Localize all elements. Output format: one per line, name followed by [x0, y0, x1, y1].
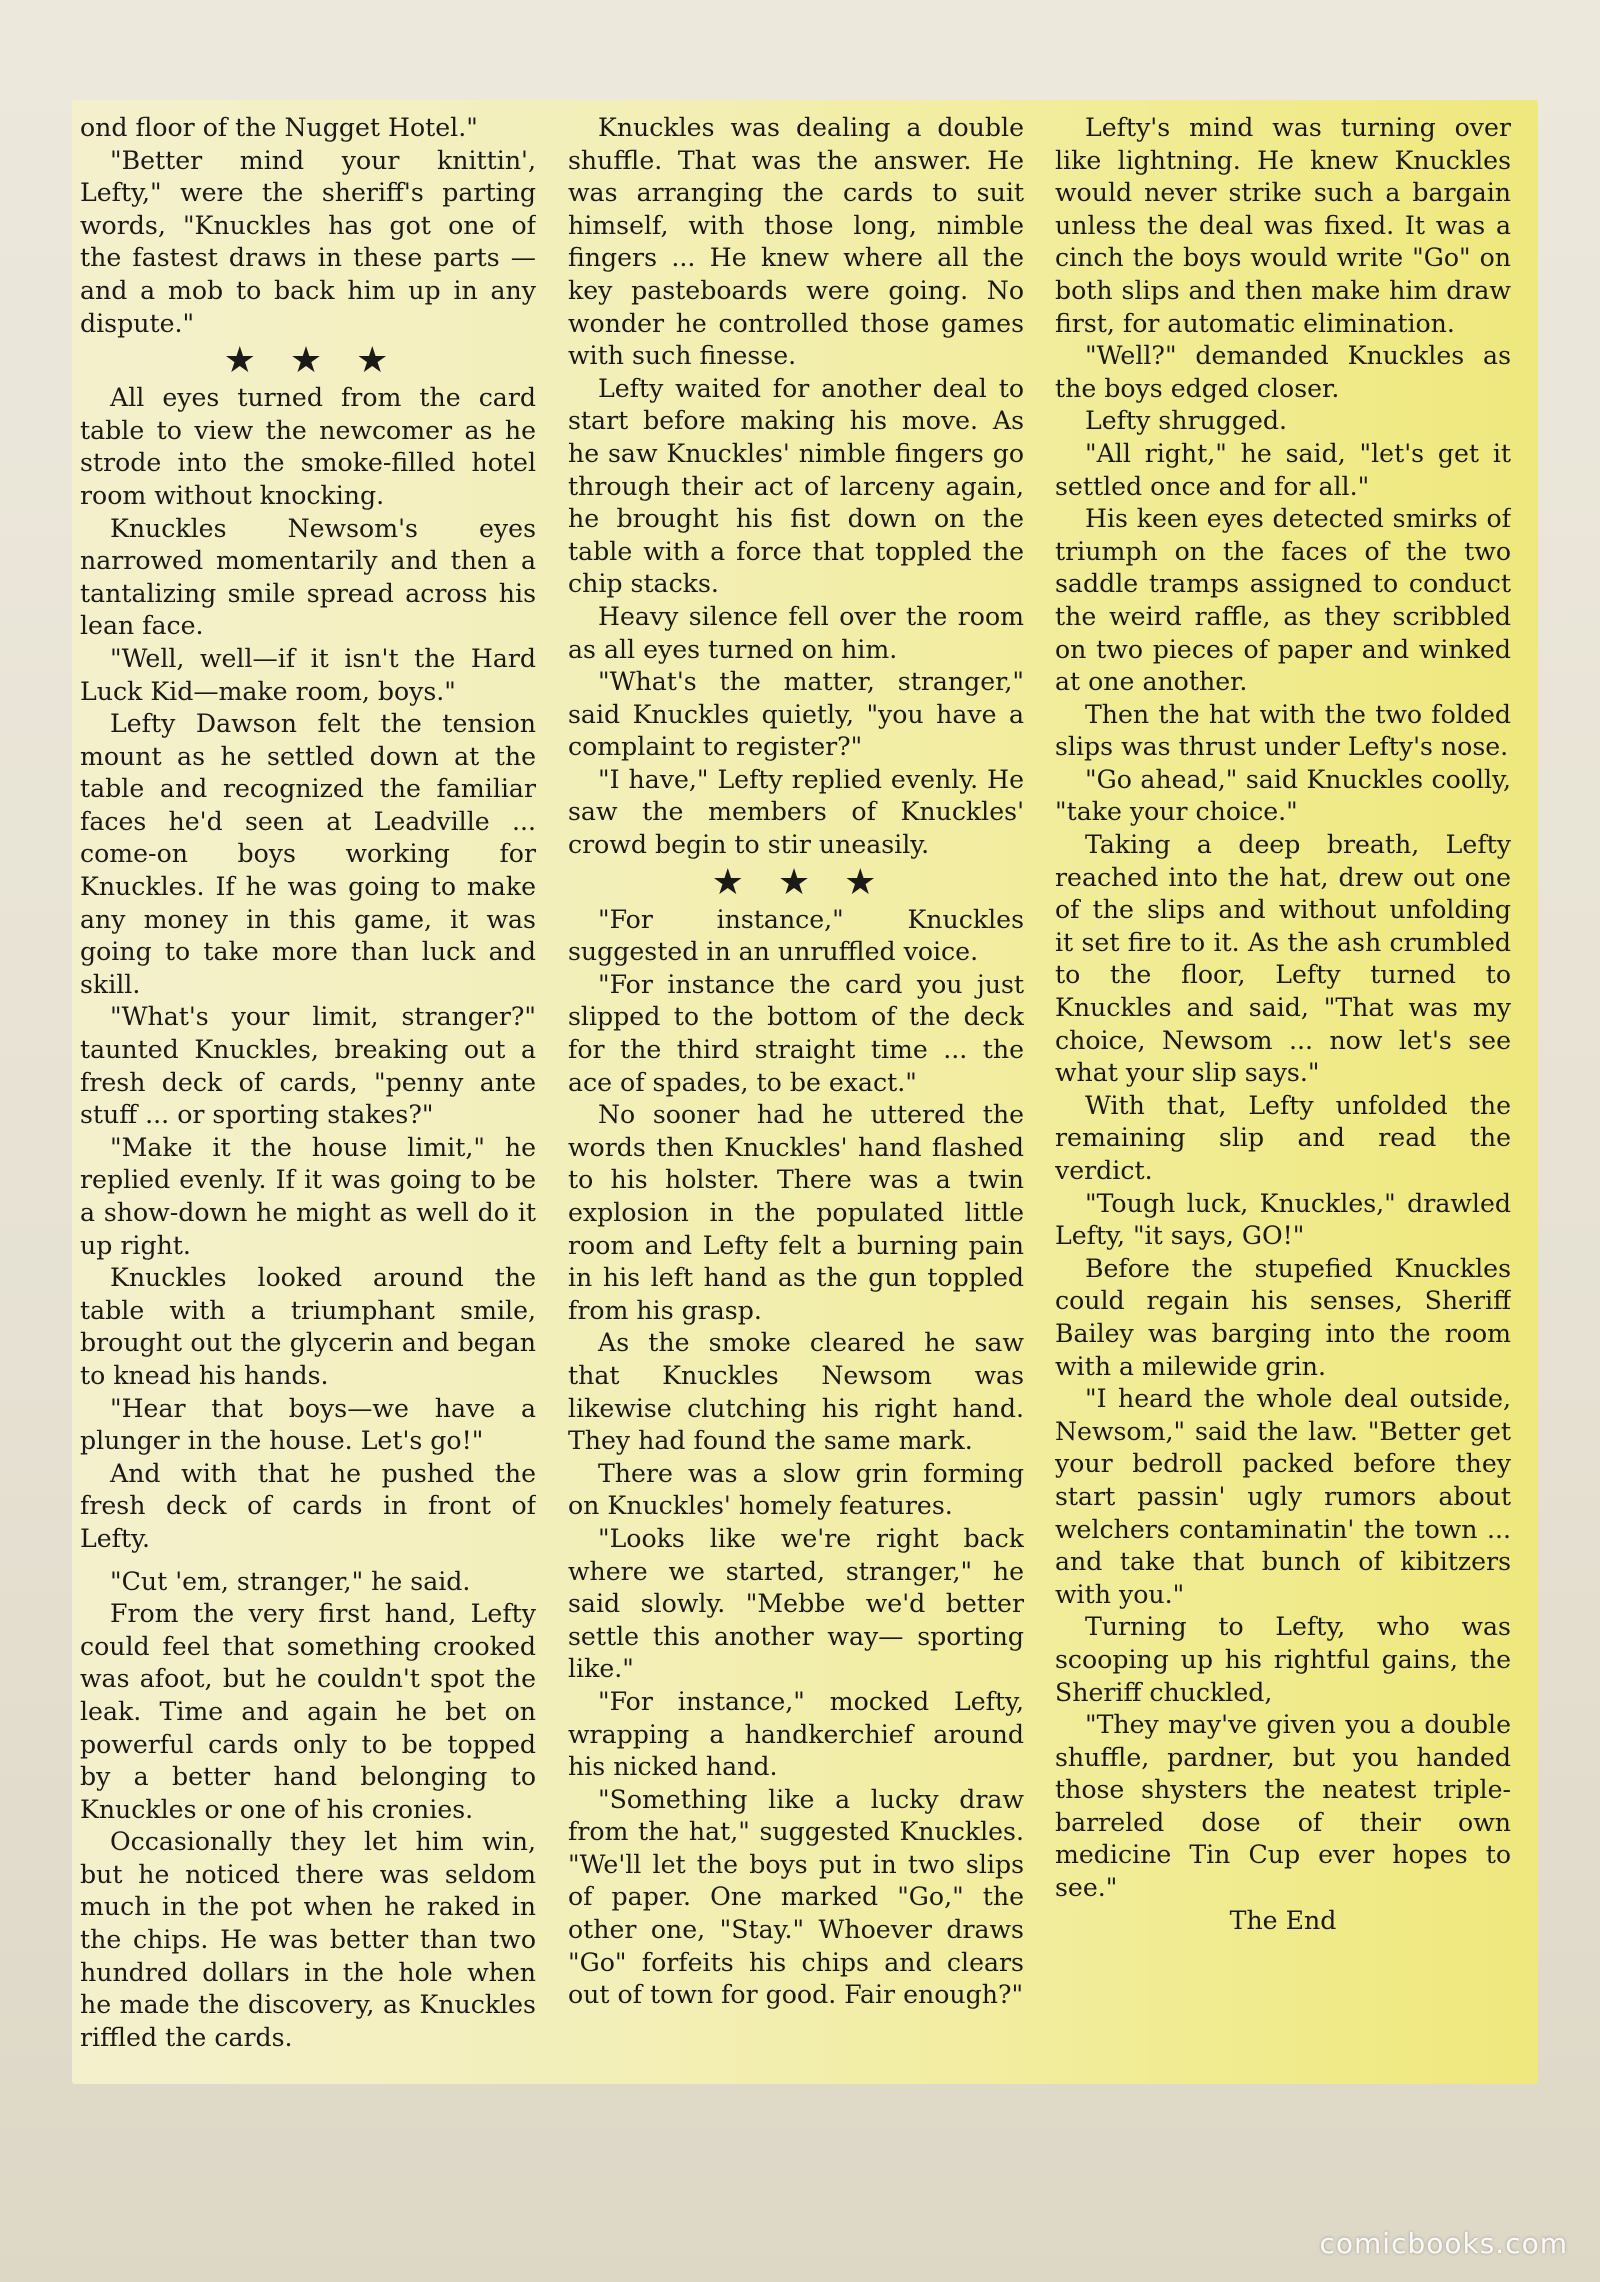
- paragraph: There was a slow grin forming on Knuckles' homely features.: [568, 1458, 1024, 1521]
- paragraph: No sooner had he uttered the words then Knuckles' hand flashed to his holster. There was a twin explosion in the populated little room and Lefty felt a burning pain in his left hand as the gun toppled from his grasp.: [568, 1100, 1024, 1325]
- paragraph: "Well?" demanded Knuckles as the boys edged closer.: [1055, 341, 1511, 403]
- paragraph: Then the hat with the two folded slips was thrust under Lefty's nose.: [1055, 699, 1511, 762]
- paragraph: Taking a deep breath, Lefty reached into the hat, drew out one of the slips and without unfolding it set fire to it. As the ash crumbled to the floor, Lefty turned to Knuckles and said, "That was my choice, Newsom ... now let's see what your slip says.": [1055, 830, 1511, 1088]
- paragraph: "Better mind your knittin', Lefty," were the sheriff's parting words, "Knuckles has got one of the fastest draws in these parts —and a mob to back him up in any dispute.": [80, 145, 536, 338]
- story-end-label: The End: [1229, 1905, 1337, 1935]
- paragraph: Lefty shrugged.: [1085, 406, 1288, 436]
- paragraph: ond floor of the Nugget Hotel.": [80, 113, 478, 142]
- paragraph: "I have," Lefty replied evenly. He saw the members of Knuckles' crowd begin to stir uneasily.: [568, 764, 1024, 860]
- paragraph: Lefty waited for another deal to start before making his move. As he saw Knuckles' nimble fingers go through their act of larceny again, he brought his fist down on the table with a force that toppled the chip stacks.: [568, 373, 1024, 599]
- paragraph: "Make it the house limit," he replied evenly. If it was going to be a show-down he might as well do it up right.: [80, 1132, 536, 1260]
- paragraph: "Cut 'em, stranger," he said.: [110, 1566, 471, 1596]
- story-column-3: [1055, 112, 1511, 2082]
- paragraph: With that, Lefty unfolded the remaining slip and read the verdict.: [1055, 1090, 1511, 1185]
- paragraph: From the very first hand, Lefty could feel that something crooked was afoot, but he couldn't spot the leak. Time and again he bet on powerful cards only to be topped by a better hand belonging to Knuckles or one of his cronies.: [80, 1599, 536, 1824]
- paragraph: Knuckles Newsom's eyes narrowed momentarily and then a tantalizing smile spread across his lean face.: [80, 513, 536, 641]
- paragraph: Turning to Lefty, who was scooping up his rightful gains, the Sheriff chuckled,: [1055, 1612, 1511, 1707]
- paragraph: Lefty Dawson felt the tension mount as he settled down at the table and recognized the familiar faces he'd seen at Leadville ... come-on boys working for Knuckles. If he was going to make any money in this game, it was going to take more than luck and skill.: [80, 709, 536, 999]
- paragraph: "All right," he said, "let's get it settled once and for all.": [1055, 438, 1511, 501]
- paragraph: "What's the matter, stranger," said Knuckles quietly, "you have a complaint to register?": [568, 667, 1024, 762]
- paragraph: Lefty's mind was turning over like lightning. He knew Knuckles would never strike such a bargain unless the deal was fixed. It was a cinch the boys would write "Go" on both slips and then make him draw first, for automatic elimination.: [1055, 113, 1511, 338]
- story-column-1: [80, 112, 536, 2082]
- paragraph: And with that he pushed the fresh deck of cards in front of Lefty.: [80, 1458, 536, 1553]
- section-break-stars: ★★★: [711, 861, 911, 903]
- paragraph: Knuckles was dealing a double shuffle. That was the answer. He was arranging the cards to suit himself, with those long, nimble fingers ... He knew where all the key pasteboards were going. No wonder he controlled those games with such finesse.: [568, 113, 1024, 371]
- story-column-2: [568, 112, 1024, 2082]
- paragraph: "I heard the whole deal outside, Newsom," said the law. "Better get your bedroll packed before they start passin' ugly rumors about welchers contaminatin' the town ... and take that bunch of kibitzers with you.": [1055, 1384, 1511, 1609]
- paragraph: "Go ahead," said Knuckles coolly, "take your choice.": [1055, 764, 1511, 827]
- paragraph: "Well, well—if it isn't the Hard Luck Kid—make room, boys.": [80, 643, 536, 706]
- paragraph: Heavy silence fell over the room as all eyes turned on him.: [568, 601, 1024, 664]
- paragraph: As the smoke cleared he saw that Knuckles Newsom was likewise clutching his right hand. They had found the same mark.: [568, 1328, 1024, 1456]
- paragraph: "They may've given you a double shuffle, pardner, but you handed those shysters the neatest triple-barreled dose of their own medicine Tin Cup ever hopes to see.": [1055, 1710, 1511, 1903]
- paragraph: "Tough luck, Knuckles," drawled Lefty, "it says, GO!": [1055, 1188, 1511, 1251]
- site-watermark: comicbooks.com: [1319, 2227, 1568, 2260]
- section-break-stars: ★★★: [223, 340, 423, 382]
- paragraph: "Hear that boys—we have a plunger in the house. Let's go!": [80, 1393, 536, 1456]
- paragraph: "Something like a lucky draw from the hat," suggested Knuckles. "We'll let the boys put in two slips of paper. One marked "Go," the other one, "Stay." Whoever draws "Go" forfeits his chips and clears out of town for good. Fair enough?": [568, 1784, 1024, 2010]
- paragraph: Before the stupefied Knuckles could regain his senses, Sheriff Bailey was barging into the room with a milewide grin.: [1055, 1253, 1511, 1381]
- paragraph: Knuckles looked around the table with a triumphant smile, brought out the glycerin and began to knead his hands.: [80, 1263, 536, 1390]
- paragraph: "For instance," mocked Lefty, wrapping a handkerchief around his nicked hand.: [568, 1686, 1024, 1782]
- paragraph: "For instance," Knuckles suggested in an unruffled voice.: [568, 904, 1024, 967]
- paragraph: "For instance the card you just slipped to the bottom of the deck for the third straight time ... the ace of spades, to be exact.": [568, 969, 1024, 1097]
- paragraph: Occasionally they let him win, but he noticed there was seldom much in the pot when he raked in the chips. He was better than two hundred dollars in the hole when he made the discovery, as Knuckles riffled the cards.: [80, 1827, 536, 2052]
- paragraph: All eyes turned from the card table to view the newcomer as he strode into the smoke-filled hotel room without knocking.: [80, 383, 536, 510]
- paragraph: "What's your limit, stranger?" taunted Knuckles, breaking out a fresh deck of cards, "penny ante stuff ... or sporting stakes?": [80, 1002, 536, 1130]
- paragraph: "Looks like we're right back where we started, stranger," he said slowly. "Mebbe we'd better settle this another way— sporting like.": [568, 1523, 1024, 1684]
- paragraph: His keen eyes detected smirks of triumph on the faces of the two saddle tramps assigned to conduct the weird raffle, as they scribbled on two pieces of paper and winked at one another.: [1055, 504, 1511, 697]
